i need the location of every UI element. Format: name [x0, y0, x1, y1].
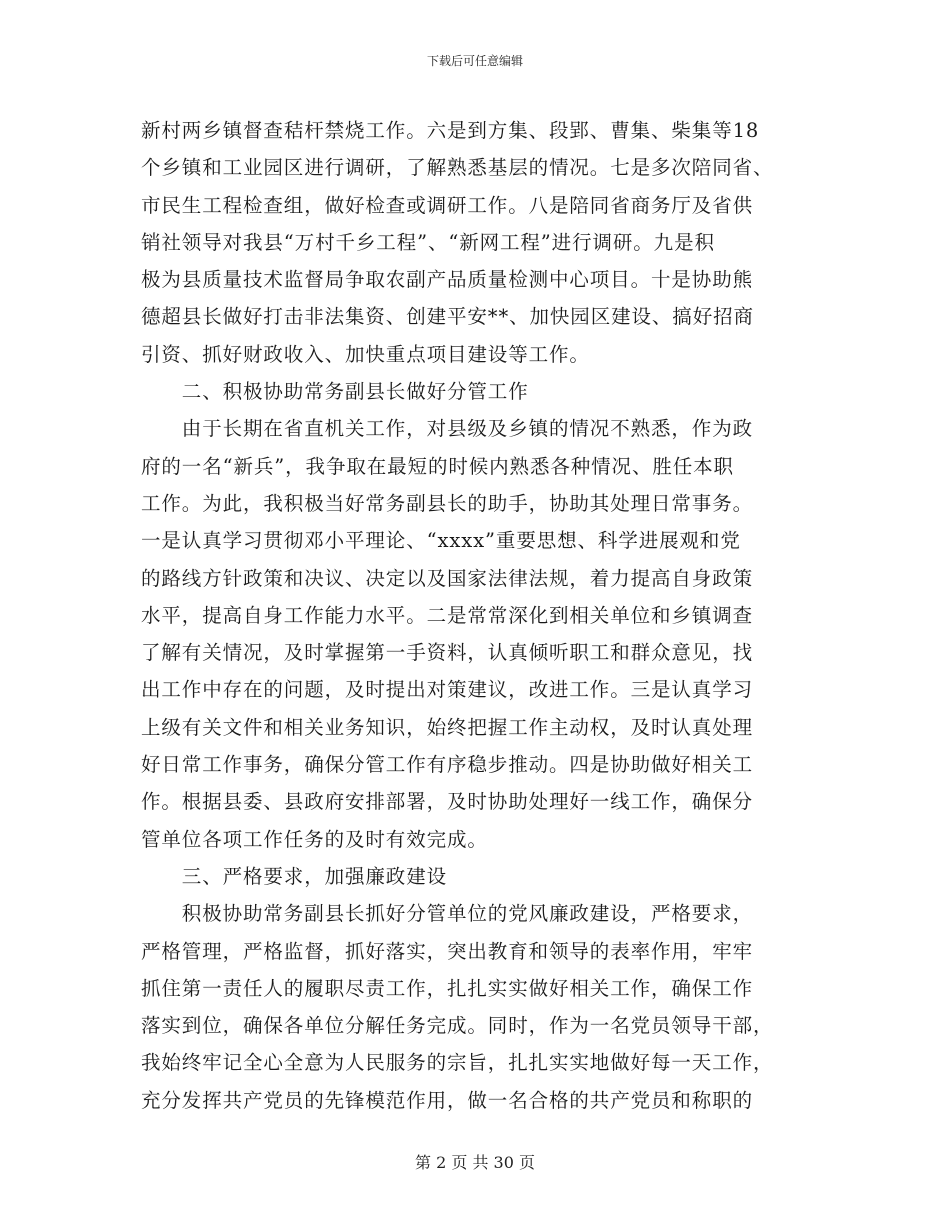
text-line: 水平，提高自身工作能力水平。二是常常深化到相关单位和乡镇调查 [141, 603, 754, 627]
section-heading: 二、积极协助常务副县长做好分管工作 [141, 380, 529, 404]
text-line: 积极协助常务副县长抓好分管单位的党风廉政建设，严格要求， [141, 902, 754, 926]
text-line: 引资、抓好财政收入、加快重点项目建设等工作。 [141, 342, 590, 366]
text-line: 充分发挥共产党员的先锋模范作用，做一名合格的共产党员和称职的 [141, 1088, 754, 1112]
text-line: 出工作中存在的问题，及时提出对策建议，改进工作。三是认真学习 [141, 678, 754, 702]
text-line: 了解有关情况，及时掌握第一手资料，认真倾听职工和群众意见，找 [141, 641, 754, 665]
text-line: 的路线方针政策和决议、决定以及国家法律法规，着力提高自身政策 [141, 566, 754, 590]
page-header: 下载后可任意编辑 [426, 54, 523, 68]
text-line: 德超县长做好打击非法集资、创建平安**、加快园区建设、搞好招商 [141, 305, 754, 329]
text-line: 市民生工程检查组，做好检查或调研工作。八是陪同省商务厅及省供 [141, 193, 754, 217]
document-body [141, 112, 811, 1119]
text-line: 抓住第一责任人的履职尽责工作，扎扎实实做好相关工作，确保工作 [141, 976, 754, 1000]
text-line: 我始终牢记全心全意为人民服务的宗旨，扎扎实实地做好每一天工作， [141, 1051, 774, 1075]
text-line: 工作。为此，我积极当好常务副县长的助手，协助其处理日常事务。 [141, 491, 754, 515]
section-heading: 三、严格要求，加强廉政建设 [141, 864, 448, 888]
text-line: 好日常工作事务，确保分管工作有序稳步推动。四是协助做好相关工 [141, 753, 754, 777]
text-line: 个乡镇和工业园区进行调研，了解熟悉基层的情况。七是多次陪同省、 [141, 156, 774, 180]
text-line: 管单位各项工作任务的及时有效完成。 [141, 827, 488, 851]
text-line: 上级有关文件和相关业务知识，始终把握工作主动权，及时认真处理 [141, 715, 754, 739]
text-line: 一是认真学习贯彻邓小平理论、“xxxx”重要思想、科学进展观和党 [141, 529, 741, 553]
text-line: 新村两乡镇督查秸杆禁烧工作。六是到方集、段郢、曹集、柴集等18 [141, 119, 760, 142]
text-line: 极为县质量技术监督局争取农副产品质量检测中心项目。十是协助熊 [141, 268, 754, 292]
text-line: 作。根据县委、县政府安排部署，及时协助处理好一线工作，确保分 [141, 790, 754, 814]
page-footer: 第 2 页 共 30 页 [415, 1153, 535, 1172]
text-line: 府的一名“新兵”，我争取在最短的时候内熟悉各种情况、胜任本职 [141, 454, 734, 478]
text-line: 销社领导对我县“万村千乡工程”、“新网工程”进行调研。九是积 [141, 230, 715, 254]
text-line: 落实到位，确保各单位分解任务完成。同时，作为一名党员领导干部， [141, 1014, 774, 1038]
text-line: 由于长期在省直机关工作，对县级及乡镇的情况不熟悉，作为政 [141, 417, 754, 441]
text-line: 严格管理，严格监督，抓好落实，突出教育和领导的表率作用，牢牢 [141, 939, 754, 963]
